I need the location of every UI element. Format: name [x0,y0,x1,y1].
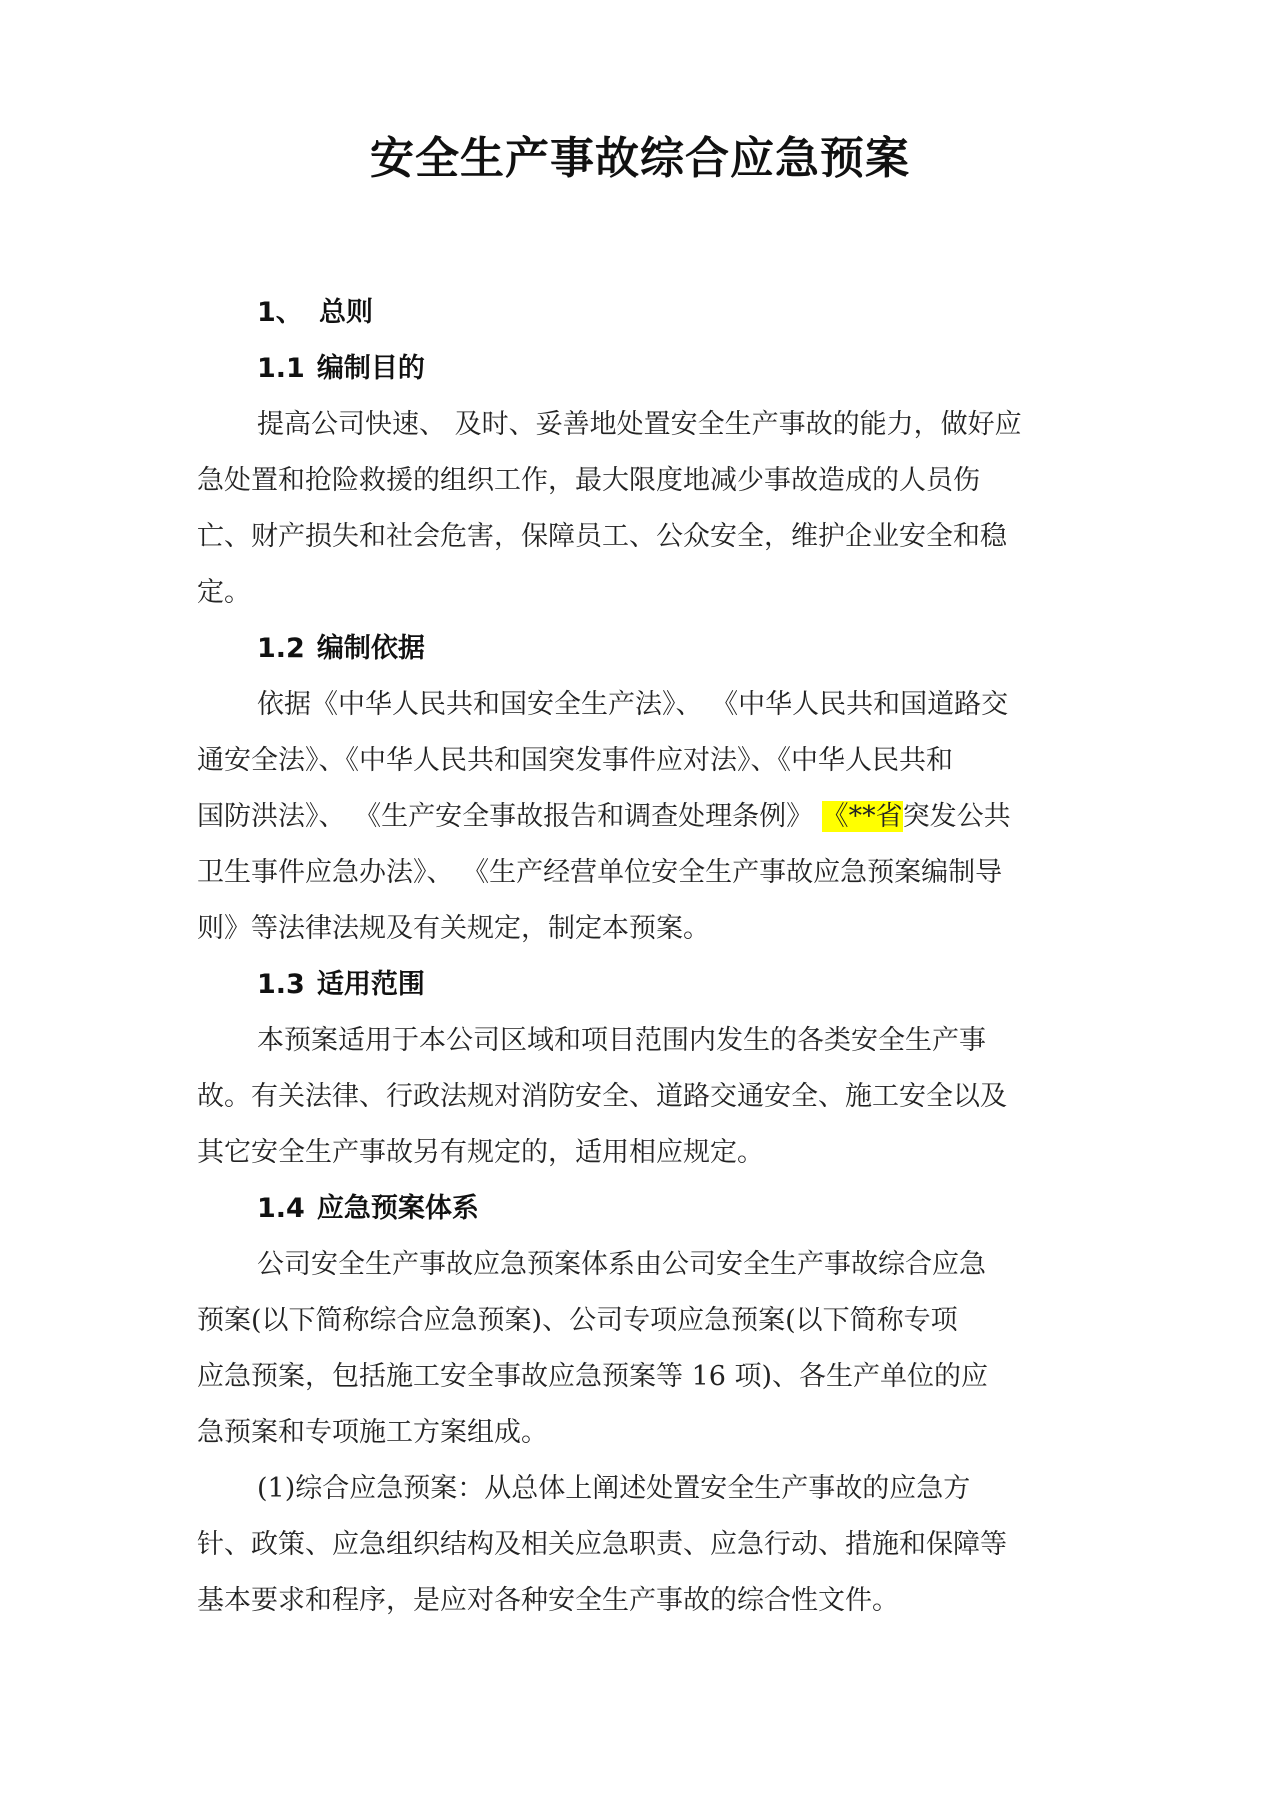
paragraph-comprehensive-plan [197,1461,1097,1629]
text-segment: 国防洪法》、 《生产安全事故报告和调查处理条例》 [197,801,822,832]
paragraph-basis [197,677,1097,957]
text-line: 应急预案，包括施工安全事故应急预案等 16 项)、各生产单位的应 [197,1361,989,1392]
text-line: (1)综合应急预案：从总体上阐述处置安全生产事故的应急方 [257,1473,971,1504]
text-line: 定。 [197,577,251,608]
text-line: 亡、财产损失和社会危害，保障员工、公众安全，维护企业安全和稳 [197,521,1007,552]
document-title: 安全生产事故综合应急预案 [370,133,910,184]
text-segment: 突发公共 [902,801,1011,832]
section-heading-1 [197,285,1097,341]
section-heading-1-3 [197,957,1097,1013]
text-line: 通安全法》、《中华人民共和国突发事件应对法》、《中华人民共和 [197,745,953,776]
paragraph-scope [197,1013,1097,1181]
section-heading-1-2 [197,621,1097,677]
paragraph-purpose [197,397,1097,621]
text-line: 针、政策、应急组织结构及相关应急职责、应急行动、措施和保障等 [197,1529,1007,1560]
section-number: 1、 [257,297,303,328]
section-label: 编制依据 [316,633,425,664]
section-label: 应急预案体系 [316,1193,479,1224]
text-line: 卫生事件应急办法》、 《生产经营单位安全生产事故应急预案编制导 [197,857,1003,888]
text-line: 故。有关法律、行政法规对消防安全、道路交通安全、施工安全以及 [197,1081,1007,1112]
section-label: 适用范围 [316,969,425,1000]
document-body [197,285,1097,1629]
section-number: 1.2 [257,633,305,664]
section-number: 1.3 [257,969,305,1000]
section-label: 总则 [319,297,373,328]
text-line: 基本要求和程序，是应对各种安全生产事故的综合性文件。 [197,1585,899,1616]
text-line: 急预案和专项施工方案组成。 [197,1417,548,1448]
text-line: 提高公司快速、 及时、妥善地处置安全生产事故的能力，做好应 [257,409,1022,440]
section-number: 1.4 [257,1193,305,1224]
text-line: 其它安全生产事故另有规定的，适用相应规定。 [197,1137,764,1168]
highlighted-text: 《**省 [821,801,903,832]
text-line: 公司安全生产事故应急预案体系由公司安全生产事故综合应急 [257,1249,986,1280]
section-heading-1-1 [197,341,1097,397]
text-line: 急处置和抢险救援的组织工作，最大限度地减少事故造成的人员伤 [197,465,980,496]
text-line: 依据《中华人民共和国安全生产法》、 《中华人民共和国道路交 [257,689,1009,720]
text-line: 预案(以下简称综合应急预案)、公司专项应急预案(以下简称专项 [197,1305,958,1336]
section-heading-1-4 [197,1181,1097,1237]
section-number: 1.1 [257,353,305,384]
text-line: 则》等法律法规及有关规定，制定本预案。 [197,913,710,944]
text-line-with-highlight [197,789,1097,845]
paragraph-system [197,1237,1097,1461]
section-label: 编制目的 [316,353,425,384]
text-line: 本预案适用于本公司区域和项目范围内发生的各类安全生产事 [257,1025,986,1056]
